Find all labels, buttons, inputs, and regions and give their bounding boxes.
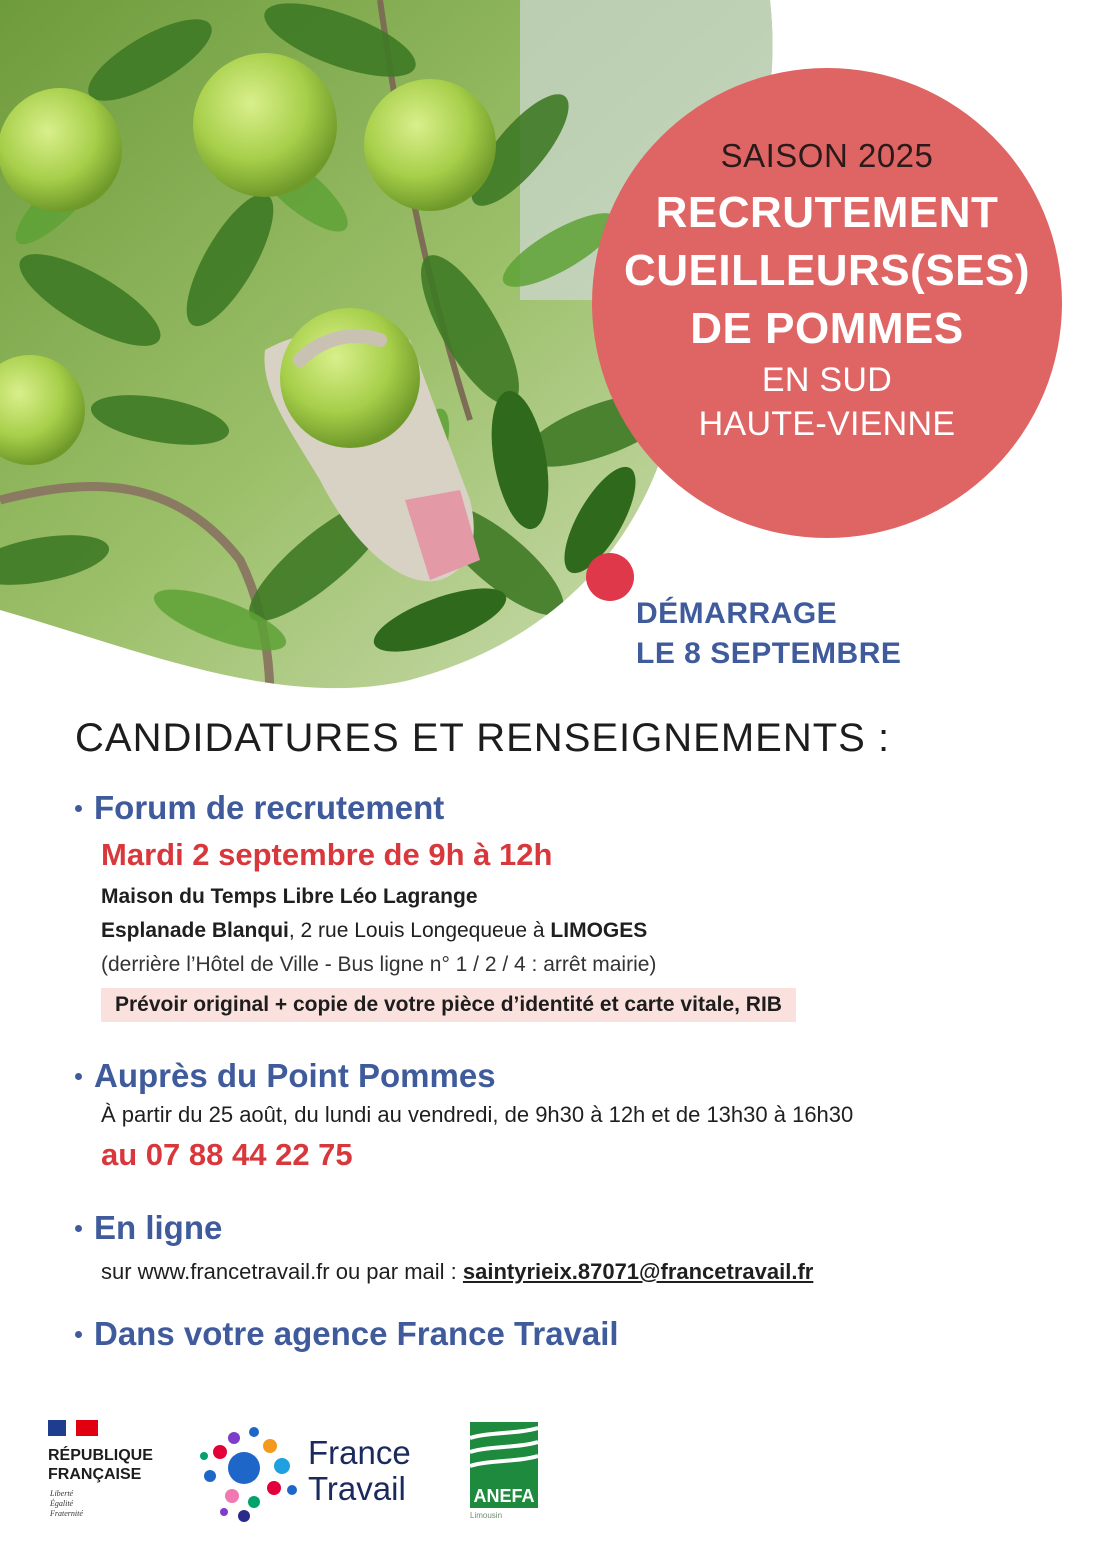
rf-line-1: RÉPUBLIQUE: [48, 1447, 153, 1464]
red-dot-decoration: [586, 553, 634, 601]
rf-motto-2: Égalité: [50, 1499, 74, 1508]
forum-address-text: , 2 rue Louis Longequeue à: [288, 919, 551, 942]
title-line-2: CUEILLEURS(SES): [624, 246, 1030, 295]
anefa-sub: Limousin: [470, 1511, 503, 1520]
forum-city: LIMOGES: [550, 919, 648, 942]
title-line-3: DE POMMES: [690, 304, 964, 353]
location-line-2: HAUTE-VIENNE: [698, 405, 956, 443]
point-phone[interactable]: au 07 88 44 22 75: [101, 1137, 353, 1172]
bullet-dot: [75, 805, 82, 812]
forum-note: (derrière l’Hôtel de Ville - Bus ligne n° 1 / 2 / 4 : arrêt mairie): [101, 953, 657, 976]
location-line-1: EN SUD: [761, 361, 893, 399]
forum-address-street: Esplanade Blanqui: [101, 919, 289, 942]
documents-reminder: Prévoir original + copie de votre pièce d’identité et carte vitale, RIB: [101, 988, 796, 1022]
ft-line-1: France: [308, 1434, 411, 1471]
bullet-dot: [75, 1073, 82, 1080]
start-date: [636, 594, 901, 674]
online-section: [75, 1206, 813, 1294]
rf-line-2: FRANÇAISE: [48, 1466, 142, 1483]
forum-title: Forum de recrutement: [94, 789, 445, 826]
anefa-label: ANEFA: [473, 1486, 535, 1506]
contact-email-link[interactable]: saintyrieix.87071@francetravail.fr: [462, 1259, 814, 1284]
point-pommes-section: [75, 1054, 853, 1178]
point-title: Auprès du Point Pommes: [94, 1057, 496, 1094]
agency-section: [75, 1312, 619, 1356]
forum-address: [101, 914, 796, 948]
forum-date: Mardi 2 septembre de 9h à 12h: [101, 837, 553, 872]
title-line-1: RECRUTEMENT: [655, 188, 999, 237]
online-line: [101, 1250, 813, 1294]
forum-venue: Maison du Temps Libre Léo Lagrange: [101, 885, 478, 908]
online-text: sur www.francetravail.fr ou par mail :: [101, 1259, 463, 1284]
france-travail-logo: [200, 1427, 411, 1522]
anefa-logo: [470, 1422, 538, 1520]
ft-line-2: Travail: [308, 1470, 406, 1507]
season-label: SAISON 2025: [720, 137, 934, 174]
title-badge: [592, 68, 1062, 538]
rf-motto-3: Fraternité: [50, 1509, 83, 1518]
point-hours: À partir du 25 août, du lundi au vendredi, de 9h30 à 12h et de 13h30 à 16h30: [101, 1102, 854, 1127]
bullet-dot: [75, 1225, 82, 1232]
rf-motto-1: Liberté: [50, 1489, 74, 1498]
start-line-2: LE 8 SEPTEMBRE: [636, 637, 902, 670]
bullet-dot: [75, 1331, 82, 1338]
start-line-1: DÉMARRAGE: [636, 597, 838, 630]
forum-section: [75, 786, 796, 1022]
main-heading: CANDIDATURES ET RENSEIGNEMENTS :: [75, 716, 891, 760]
agency-title: Dans votre agence France Travail: [94, 1315, 619, 1352]
republique-francaise-logo: [48, 1420, 153, 1518]
partner-logos: [48, 1416, 568, 1526]
online-title: En ligne: [94, 1209, 223, 1246]
